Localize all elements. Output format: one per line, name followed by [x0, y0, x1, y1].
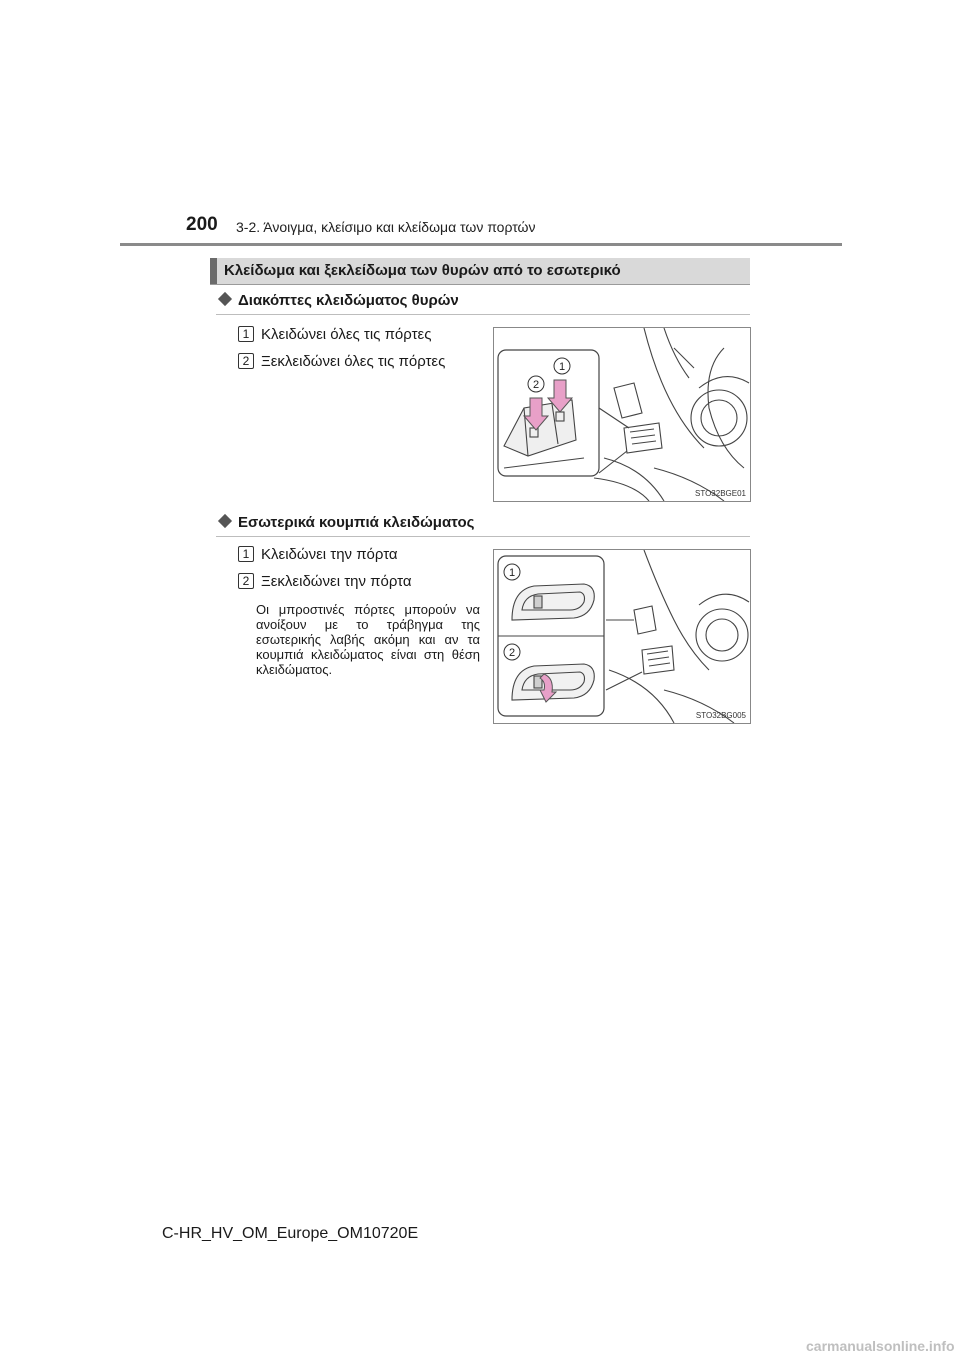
- section-title-bar: [210, 258, 750, 285]
- callout-circle-icon: [528, 376, 544, 392]
- step-text: Κλειδώνει όλες τις πόρτες: [261, 326, 432, 343]
- svg-text:1: 1: [508, 567, 516, 579]
- diamond-bullet-icon: [218, 514, 232, 528]
- section-title: Κλείδωμα και ξεκλείδωμα των θυρών από το εσωτερικό: [224, 262, 621, 279]
- step-number-icon: 1: [238, 326, 254, 342]
- step-text: Ξεκλειδώνει όλες τις πόρτες: [261, 353, 446, 370]
- step-text: Ξεκλειδώνει την πόρτα: [261, 573, 412, 590]
- callout-circle-icon: [504, 564, 520, 580]
- step-2-unlock-all: [238, 353, 445, 370]
- subheading-label: Διακόπτες κλειδώματος θυρών: [238, 292, 459, 309]
- page-number: 200: [186, 214, 218, 235]
- subheading-label: Εσωτερικά κουμπιά κλειδώματος: [238, 514, 475, 531]
- document-code: C-HR_HV_OM_Europe_OM10720E: [162, 1225, 419, 1242]
- callout-circle-icon: [554, 358, 570, 374]
- watermark: carmanualsonline.info: [806, 1338, 955, 1354]
- figure-door-lock-switch: [493, 327, 751, 502]
- subheading-door-lock-switches: [216, 292, 459, 309]
- svg-text:1: 1: [558, 361, 566, 373]
- door-lock-switch-illustration: [494, 328, 750, 501]
- step-1-lock-door: [238, 546, 398, 563]
- interior-lock-button-illustration: [494, 550, 750, 723]
- subheading-interior-lock-buttons: [216, 514, 474, 531]
- header-rule: [120, 243, 842, 246]
- figure-code: STO32BG005: [695, 711, 746, 720]
- step-text: Κλειδώνει την πόρτα: [261, 546, 398, 563]
- figure-code: STO32BGE01: [695, 489, 746, 498]
- step-number-icon: 2: [238, 573, 254, 589]
- step-2-unlock-door: [238, 573, 412, 590]
- svg-text:2: 2: [532, 379, 540, 391]
- step-number-icon: 1: [238, 546, 254, 562]
- chapter-title: 3-2. Άνοιγμα, κλείσιμο και κλείδωμα των πορτών: [236, 219, 536, 235]
- subheading-rule: [216, 536, 750, 537]
- diamond-bullet-icon: [218, 292, 232, 306]
- section-bar-accent: [210, 258, 217, 284]
- svg-text:2: 2: [508, 647, 516, 659]
- callout-circle-icon: [504, 644, 520, 660]
- figure-interior-lock-button: [493, 549, 751, 724]
- subheading-rule: [216, 314, 750, 315]
- note-text: Οι μπροστινές πόρτες μπορούν να ανοίξουν με το τράβηγμα της εσωτερικής λαβής ακόμη και αν τα κουμπιά κλειδώματος είναι στη θέση κλειδώματος.: [256, 602, 480, 677]
- step-number-icon: 2: [238, 353, 254, 369]
- step-1-lock-all: [238, 326, 431, 343]
